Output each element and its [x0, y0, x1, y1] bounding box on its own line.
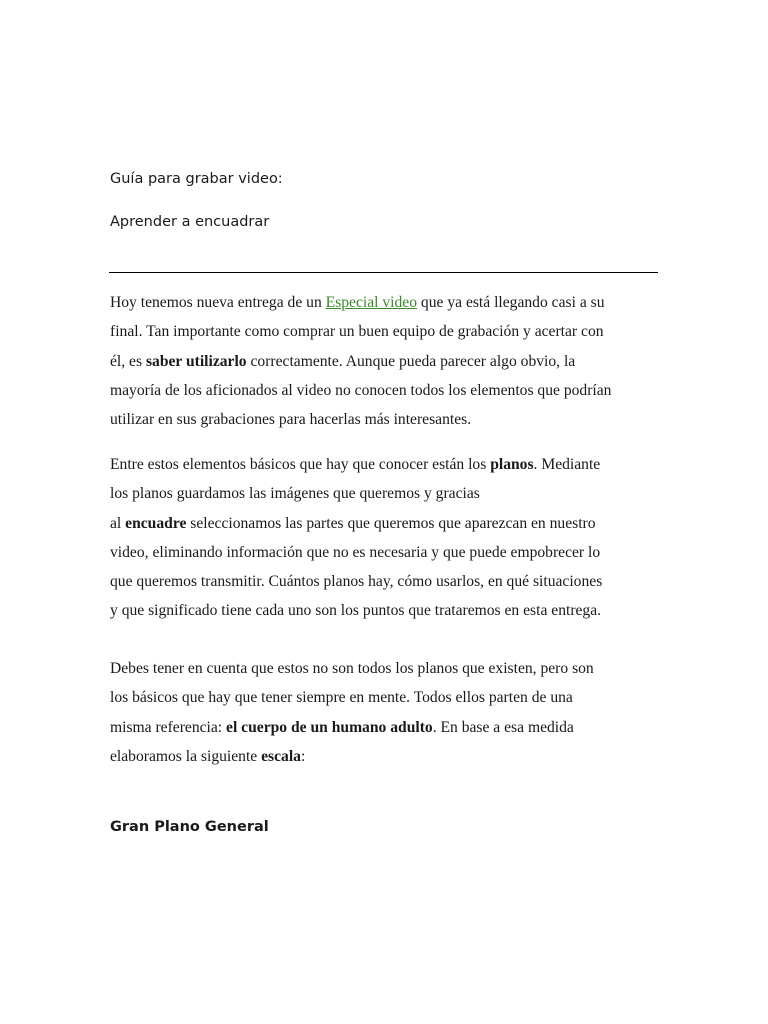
paragraph-escala — [110, 654, 670, 771]
document-title: Guía para grabar video: — [110, 171, 283, 187]
paragraph-line — [110, 713, 670, 742]
paragraph-intro — [110, 288, 670, 434]
paragraph-line: y que significado tiene cada uno son los puntos que trataremos en esta entrega. — [110, 602, 602, 620]
paragraph-line: que queremos transmitir. Cuántos planos hay, cómo usarlos, en qué situaciones — [110, 573, 603, 591]
paragraph-line: Debes tener en cuenta que estos no son todos los planos que existen, pero son — [110, 660, 594, 677]
text-run: Hoy tenemos nueva entrega de un — [110, 294, 326, 311]
paragraph-line — [110, 347, 670, 376]
bold-text: planos — [490, 456, 534, 473]
paragraph-line: video, eliminando información que no es necesaria y que puede empobrecer lo — [110, 543, 601, 561]
bold-text: encuadre — [125, 514, 187, 532]
text-run: . Mediante — [533, 456, 601, 473]
paragraph-line: mayoría de los aficionados al video no conocen todos los elementos que podrían — [110, 381, 612, 399]
text-run: correctamente. Aunque pueda parecer algo obvio, la — [246, 352, 576, 370]
text-run: él, es — [110, 352, 146, 370]
paragraph-line: los básicos que hay que tener siempre en mente. Todos ellos parten de una — [110, 689, 573, 707]
text-run: misma referencia: — [110, 718, 227, 736]
text-run: . En base a esa medida — [432, 718, 574, 736]
paragraph-line — [110, 288, 670, 317]
text-run: : — [300, 747, 306, 765]
text-run: que ya está llegando casi a su — [417, 294, 605, 311]
paragraph-line: final. Tan importante como comprar un buen equipo de grabación y acertar con — [110, 323, 604, 341]
text-run: elaboramos la siguiente — [110, 747, 262, 765]
section-heading: Gran Plano General — [110, 819, 269, 835]
paragraph-line: utilizar en sus grabaciones para hacerlas más interesantes. — [110, 411, 472, 429]
bold-text: saber utilizarlo — [145, 352, 247, 370]
paragraph-line: los planos guardamos las imágenes que queremos y gracias — [110, 485, 480, 503]
bold-text: el cuerpo de un humano adulto — [226, 718, 433, 736]
paragraph-line — [110, 742, 670, 771]
paragraph-planos — [110, 450, 670, 626]
text-run: seleccionamos las partes que queremos que aparezcan en nuestro — [186, 514, 596, 532]
paragraph-line — [110, 450, 670, 479]
text-run: Entre estos elementos básicos que hay que conocer están los — [110, 456, 491, 473]
especial-video-link[interactable]: Especial video — [325, 294, 418, 311]
text-run: al — [110, 514, 126, 532]
document-subtitle: Aprender a encuadrar — [110, 214, 270, 230]
bold-text: escala — [261, 747, 301, 765]
horizontal-rule — [109, 272, 658, 273]
paragraph-line — [110, 509, 670, 538]
